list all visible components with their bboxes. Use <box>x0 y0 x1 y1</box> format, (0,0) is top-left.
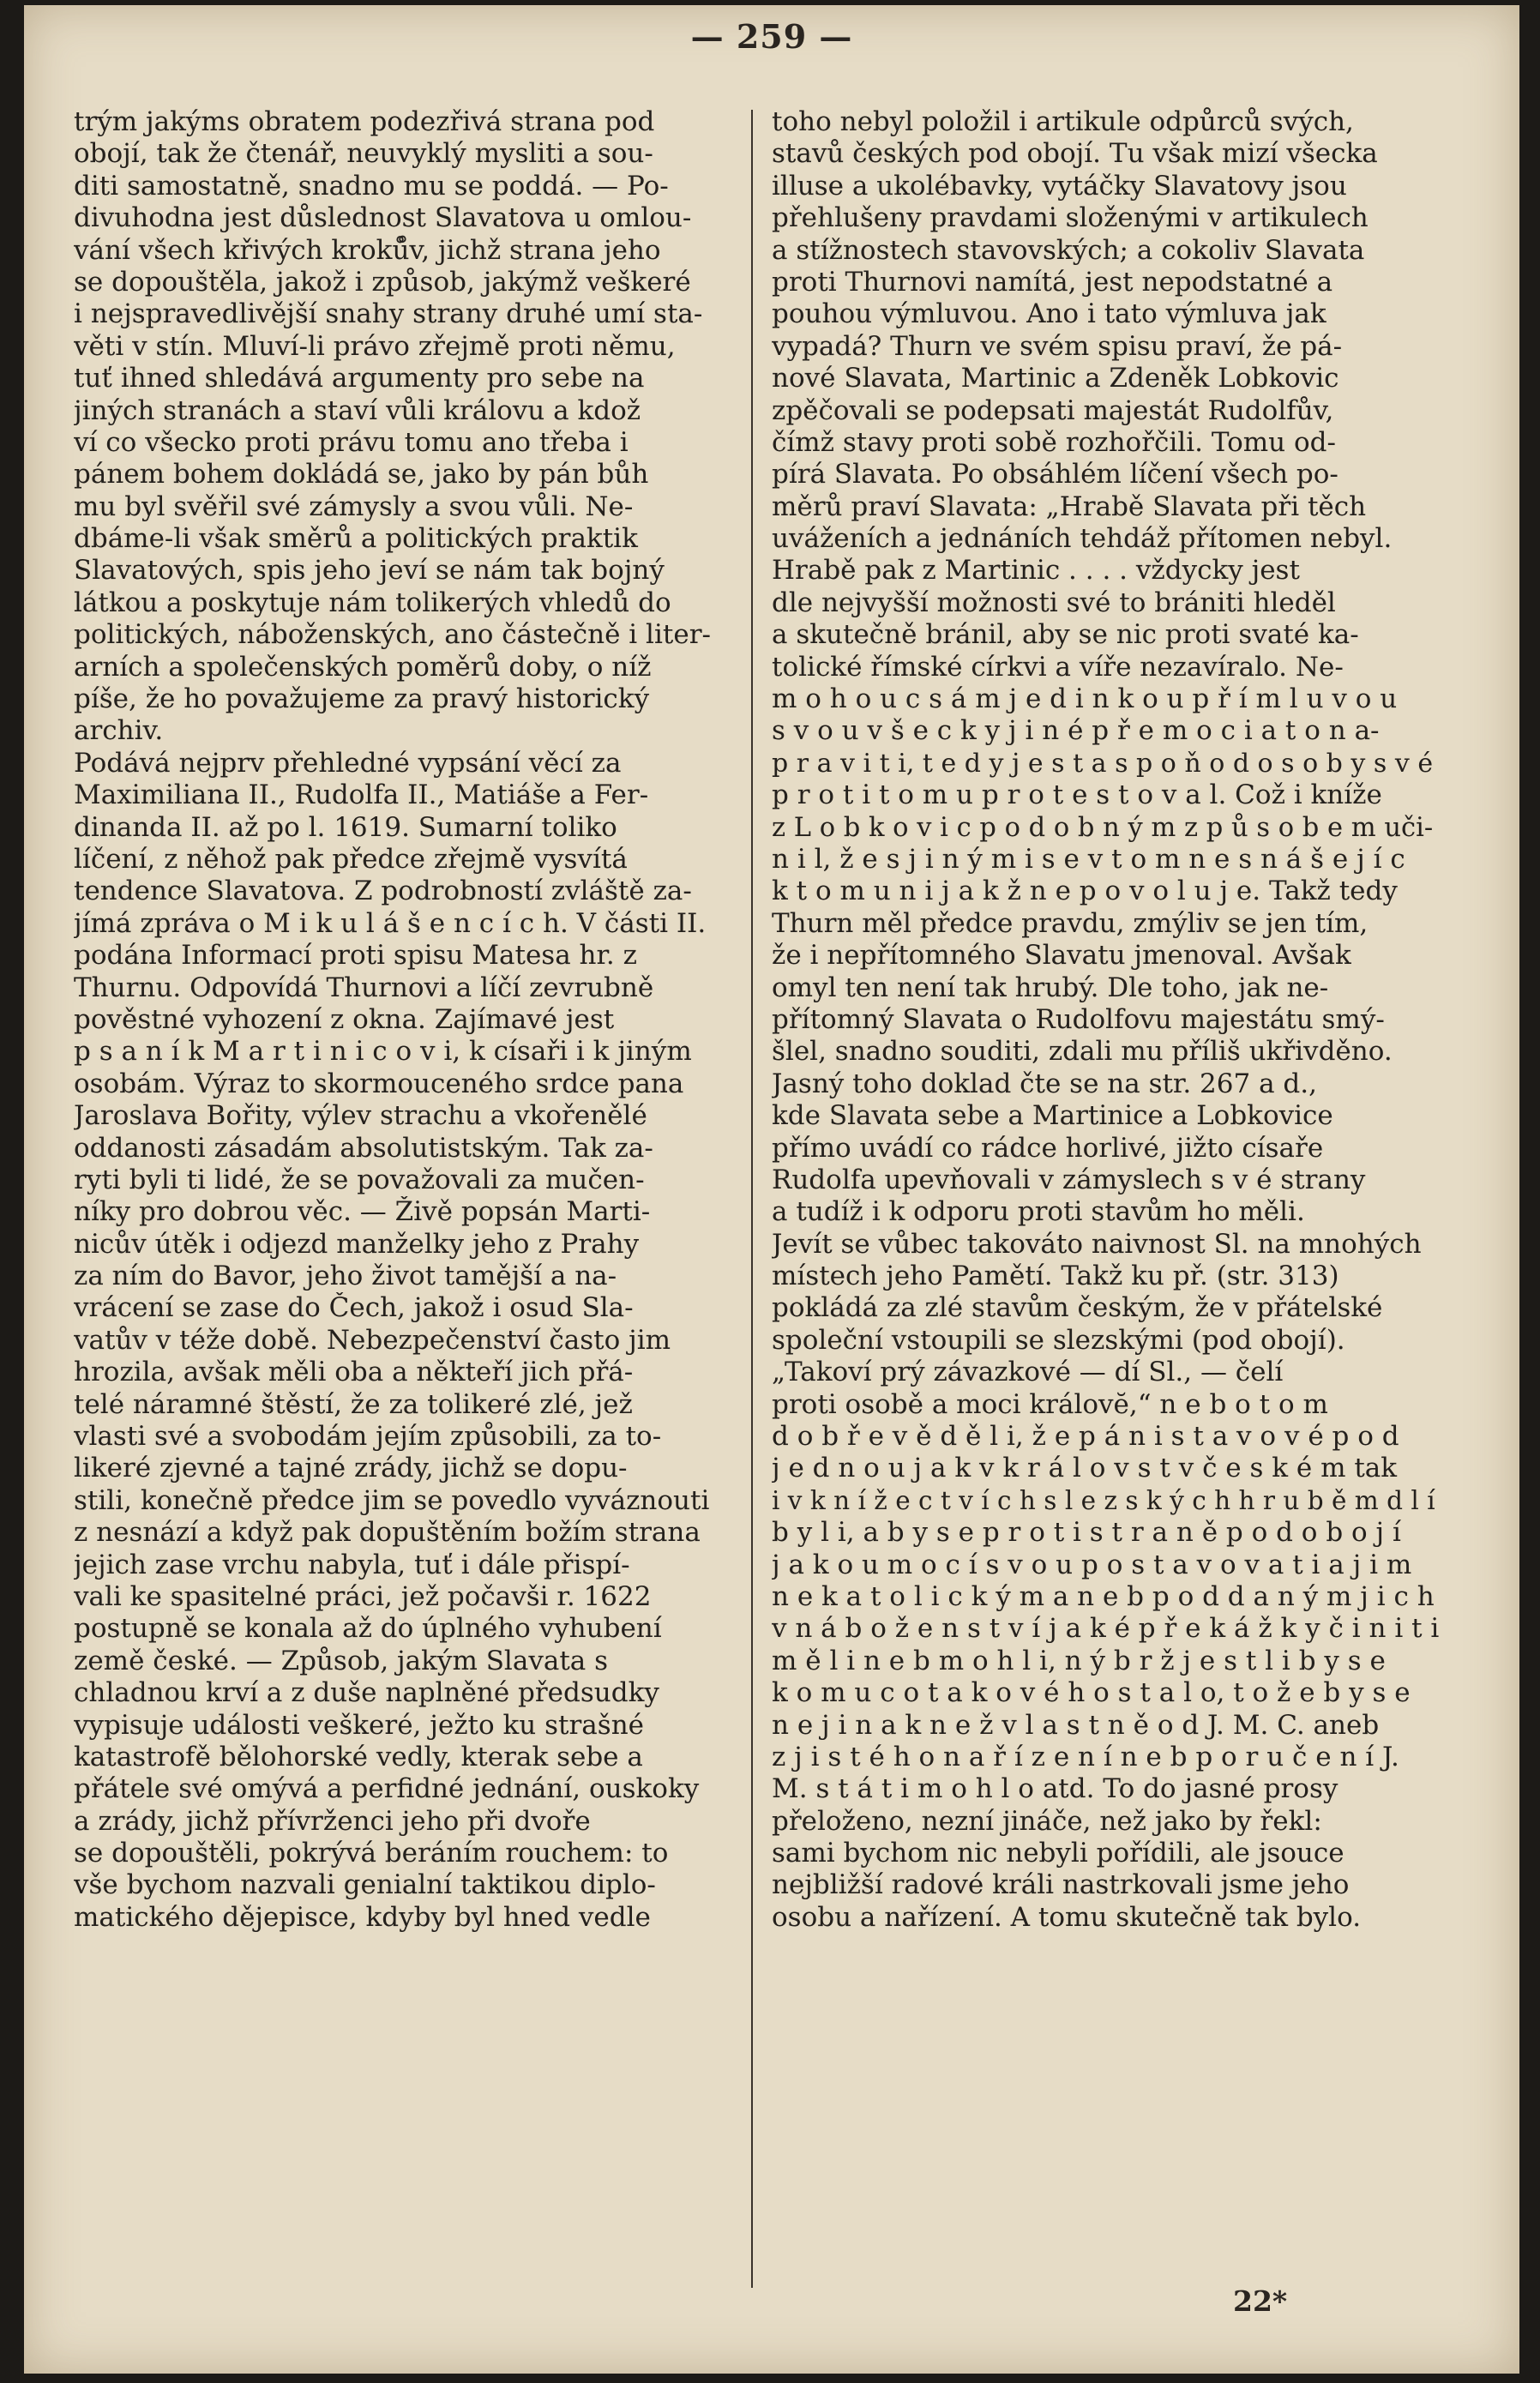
text-line: chladnou krví a z duše naplněné předsudky <box>74 1677 659 1709</box>
text-line: země české. — Způsob, jakým Slavata s <box>74 1645 609 1676</box>
text-line: omyl ten není tak hrubý. Dle toho, jak ne- <box>772 972 1329 1003</box>
text-line: vypisuje události veškeré, ježto ku strašné <box>74 1709 645 1741</box>
text-line: čímž stavy proti sobě rozhořčili. Tomu od- <box>772 426 1336 458</box>
text-line: nové Slavata, Martinic a Zdeněk Lobkovic <box>772 363 1339 394</box>
text-line: Hrabě pak z Martinic . . . . vždycky jest <box>772 555 1300 587</box>
text-line: obojí, tak že čtenář, neuvyklý mysliti a sou- <box>74 138 653 170</box>
text-line: archiv. <box>74 715 164 747</box>
book-page <box>24 5 1519 2374</box>
text-line: Podává nejprv přehledné vypsání věcí za <box>74 747 622 779</box>
text-line: dle nejvyšší možnosti své to brániti hleděl <box>772 587 1336 618</box>
right-column <box>772 106 1441 1934</box>
text-line: nicův útěk i odjezd manželky jeho z Prahy <box>74 1228 640 1260</box>
text-line: M. s t á t i m o h l o atd. To do jasné prosy <box>772 1773 1338 1805</box>
text-line: n i l, ž e s j i n ý m i s e v t o m n e s n á š e j í c <box>772 843 1405 875</box>
text-line: látkou a poskytuje nám tolikerých vhledů do <box>74 587 671 618</box>
text-line: dbáme-li však směrů a politických praktik <box>74 523 638 555</box>
text-line: katastrofě bělohorské vedly, kterak sebe a <box>74 1741 643 1772</box>
text-line: matického dějepisce, kdyby byl hned vedle <box>74 1901 651 1933</box>
text-line: tolické římské církvi a víře nezavíralo. Ne- <box>772 651 1344 683</box>
text-line: Maximiliana II., Rudolfa II., Matiáše a Fer- <box>74 779 649 811</box>
text-line: z nesnází a když pak dopuštěním božím strana <box>74 1517 701 1549</box>
left-column <box>74 106 743 1934</box>
text-line: i v k n í ž e c t v í c h s l e z s k ý c h h r u b ě m d l í <box>772 1485 1435 1515</box>
text-line: pověstné vyhození z okna. Zajímavé jest <box>74 1003 615 1035</box>
text-line: že i nepřítomného Slavatu jmenoval. Avšak <box>772 940 1351 972</box>
text-line: vání všech křivých kroků̊v, jichž strana jeho <box>74 234 661 266</box>
text-line: se dopouštěla, jakož i způsob, jakýmž veškeré <box>74 266 691 298</box>
text-line: p r o t i t o m u p r o t e s t o v a l. Což i kníže <box>772 779 1382 811</box>
text-line: přímo uvádí co rádce horlivé, jižto císaře <box>772 1132 1324 1164</box>
text-line: kde Slavata sebe a Martinice a Lobkovice <box>772 1100 1333 1132</box>
text-line: divuhodna jest důslednost Slavatova u omlou- <box>74 202 692 234</box>
text-line: a stížnostech stavovských; a cokoliv Slavata <box>772 234 1365 266</box>
text-line: věti v stín. Mluví-li právo zřejmě proti němu, <box>74 330 676 362</box>
text-line: vypadá? Thurn ve svém spisu praví, že pá- <box>772 330 1343 362</box>
text-line: ryti byli ti lidé, že se považovali za mučen- <box>74 1164 645 1195</box>
column-divider <box>751 110 753 2288</box>
text-line: tuť ihned shledává argumenty pro sebe na <box>74 363 645 394</box>
text-line: n e j i n a k n e ž v l a s t n ě o d J. M. C. aneb <box>772 1709 1380 1741</box>
text-line: oddanosti zásadám absolutistským. Tak za- <box>74 1132 653 1164</box>
text-line: dinanda II. až po l. 1619. Sumarní toliko <box>74 811 617 843</box>
text-line: postupně se konala až do úplného vyhubení <box>74 1613 662 1645</box>
text-line: vatův v téže době. Nebezpečenství často jim <box>74 1324 671 1356</box>
text-line: s v o u v š e c k y j i n é p ř e m o c i a t o n a- <box>772 715 1380 747</box>
text-line: líčení, z něhož pak předce zřejmě vysvítá <box>74 843 628 875</box>
text-line: píše, že ho považujeme za pravý historický <box>74 683 650 715</box>
text-line: k t o m u n i j a k ž n e p o v o l u j e. Takž tedy <box>772 876 1398 907</box>
text-line: měrů praví Slavata: „Hrabě Slavata při těch <box>772 490 1367 522</box>
text-line: j e d n o u j a k v k r á l o v s t v č e s k é m tak <box>772 1453 1398 1484</box>
text-line: a skutečně bránil, aby se nic proti svaté ka- <box>772 619 1359 651</box>
text-line: Thurn měl předce pravdu, zmýliv se jen tím, <box>772 907 1369 939</box>
text-line: illuse a ukolébavky, vytáčky Slavatovy jsou <box>772 170 1347 202</box>
signature-mark: 22* <box>1233 2284 1288 2318</box>
text-line: b y l i, a b y s e p r o t i s t r a n ě p o d o b o j í <box>772 1517 1401 1549</box>
text-line: p s a n í k M a r t i n i c o v i, k císaři i k jiným <box>74 1036 692 1068</box>
text-line: jiných stranách a staví vůli královu a kdož <box>74 394 641 426</box>
text-line: m ě l i n e b m o h l i, n ý b r ž j e s t l i b y s e <box>772 1645 1386 1676</box>
text-line: pírá Slavata. Po obsáhlém líčení všech po- <box>772 459 1338 490</box>
text-line: a tudíž i k odporu proti stavům ho měli. <box>772 1196 1305 1228</box>
text-line: přítomný Slavata o Rudolfovu majestátu smý- <box>772 1003 1385 1035</box>
text-line: i nejspravedlivější snahy strany druhé umí sta- <box>74 298 703 330</box>
text-line: Rudolfa upevňovali v zámyslech s v é strany <box>772 1164 1366 1195</box>
text-line: arních a společenských poměrů doby, o níž <box>74 651 652 683</box>
text-line: Jaroslava Bořity, výlev strachu a vkořenělé <box>74 1100 647 1132</box>
text-line: sami bychom nic nebyli pořídili, ale jsouce <box>772 1838 1344 1869</box>
text-line: m o h o u c s á m j e d i n k o u p ř í m l u v o u <box>772 683 1398 715</box>
text-line: v n á b o ž e n s t v í j a k é p ř e k á ž k y č i n i t i <box>772 1613 1440 1645</box>
text-line: Jevít se vůbec takováto naivnost Sl. na mnohých <box>772 1228 1422 1260</box>
text-line: z L o b k o v i c p o d o b n ý m z p ů s o b e m uči- <box>772 812 1434 843</box>
text-line: osobu a nařízení. A tomu skutečně tak bylo. <box>772 1901 1362 1933</box>
text-line: místech jeho Pamětí. Takž ku př. (str. 313) <box>772 1261 1339 1292</box>
text-line: pokládá za zlé stavům českým, že v přátelské <box>772 1292 1383 1324</box>
text-line: d o b ř e v ě d ě l i, ž e p á n i s t a v o v é p o d <box>772 1421 1399 1453</box>
text-line: z j i s t é h o n a ř í z e n í n e b p o r u č e n í J. <box>772 1741 1399 1772</box>
text-line: osobám. Výraz to skormouceného srdce pana <box>74 1068 684 1099</box>
text-line: p r a v i t i, t e d y j e s t a s p o ň o d o s o b y s v é <box>772 748 1434 779</box>
text-line: šlel, snadno souditi, zdali mu příliš ukřivděno. <box>772 1036 1393 1068</box>
text-line: vali ke spasitelné práci, jež počavši r. 1622 <box>74 1580 652 1612</box>
text-line: vše bychom nazvali genialní taktikou diplo- <box>74 1869 656 1901</box>
text-line: hrozila, avšak měli oba a někteří jich přá- <box>74 1357 634 1388</box>
text-line: mu byl svěřil své zámysly a svou vůli. Ne- <box>74 490 634 522</box>
text-line: likeré zjevné a tajné zrády, jichž se dopu- <box>74 1453 628 1484</box>
text-line: zpěčovali se podepsati majestát Rudolfův, <box>772 394 1334 426</box>
text-line: Thurnu. Odpovídá Thurnovi a líčí zevrubně <box>74 972 654 1003</box>
text-line: tendence Slavatova. Z podrobností zvláště za- <box>74 876 692 907</box>
text-line: přátele své omývá a perfidné jednání, ouskoky <box>74 1773 700 1805</box>
text-line: vrácení se zase do Čech, jakož i osud Sla- <box>74 1292 634 1324</box>
text-line: podána Informací proti spisu Matesa hr. z <box>74 940 637 972</box>
text-line: diti samostatně, snadno mu se poddá. — Po- <box>74 170 669 202</box>
text-line: ví co všecko proti právu tomu ano třeba i <box>74 426 629 458</box>
text-line: uváženích a jednáních tehdáž přítomen nebyl. <box>772 523 1393 555</box>
text-line: a zrády, jichž přívrženci jeho při dvoře <box>74 1805 591 1837</box>
text-line: j a k o u m o c í s v o u p o s t a v o v a t i a j i m <box>772 1549 1412 1580</box>
text-line: telé náramné štěstí, že za tolikeré zlé, jež <box>74 1388 633 1420</box>
text-line: n e k a t o l i c k ý m a n e b p o d d a n ý m j i c h <box>772 1580 1435 1612</box>
text-line: proti osobě a moci královĕ,“ n e b o t o m <box>772 1388 1328 1420</box>
text-line: nejbližší radové králi nastrkovali jsme jeho <box>772 1869 1350 1901</box>
text-line: toho nebyl položil i artikule odpůrců svých, <box>772 106 1354 137</box>
text-line: za ním do Bavor, jeho život tamější a na- <box>74 1261 617 1292</box>
text-line: přehlušeny pravdami složenými v artikulech <box>772 202 1369 234</box>
text-line: jejich zase vrchu nabyla, tuť i dále přispí- <box>74 1549 630 1580</box>
text-line: společní vstoupili se slezskými (pod obojí). <box>772 1324 1345 1356</box>
text-line: se dopouštěli, pokrývá beráním rouchem: to <box>74 1838 669 1869</box>
text-line: Jasný toho doklad čte se na str. 267 a d., <box>772 1068 1317 1099</box>
text-line: vlasti své a svobodám jejím způsobili, za to- <box>74 1421 662 1453</box>
text-line: níky pro dobrou věc. — Živě popsán Marti- <box>74 1196 651 1228</box>
text-line: k o m u c o t a k o v é h o s t a l o, t o ž e b y s e <box>772 1677 1411 1709</box>
text-line: pánem bohem dokládá se, jako by pán bůh <box>74 459 649 490</box>
text-line: jímá zpráva o M i k u l á š e n c í c h. V části II. <box>74 907 707 939</box>
text-line: pouhou výmluvou. Ano i tato výmluva jak <box>772 298 1326 330</box>
text-line: stavů českých pod obojí. Tu však mizí všecka <box>772 138 1378 170</box>
text-line: přeloženo, nezní jináče, než jako by řekl: <box>772 1805 1322 1837</box>
page-number: — 259 — <box>690 17 853 56</box>
text-line: proti Thurnovi namítá, jest nepodstatné a <box>772 266 1333 298</box>
text-line: stili, konečně předce jim se povedlo vyváznouti <box>74 1484 710 1516</box>
text-line: Slavatových, spis jeho jeví se nám tak bojný <box>74 555 665 587</box>
text-line: „Takoví prý závazkové — dí Sl., — čelí <box>772 1357 1284 1388</box>
text-line: trým jakýms obratem podezřivá strana pod <box>74 106 655 137</box>
text-line: politických, náboženských, ano částečně i liter- <box>74 619 711 651</box>
